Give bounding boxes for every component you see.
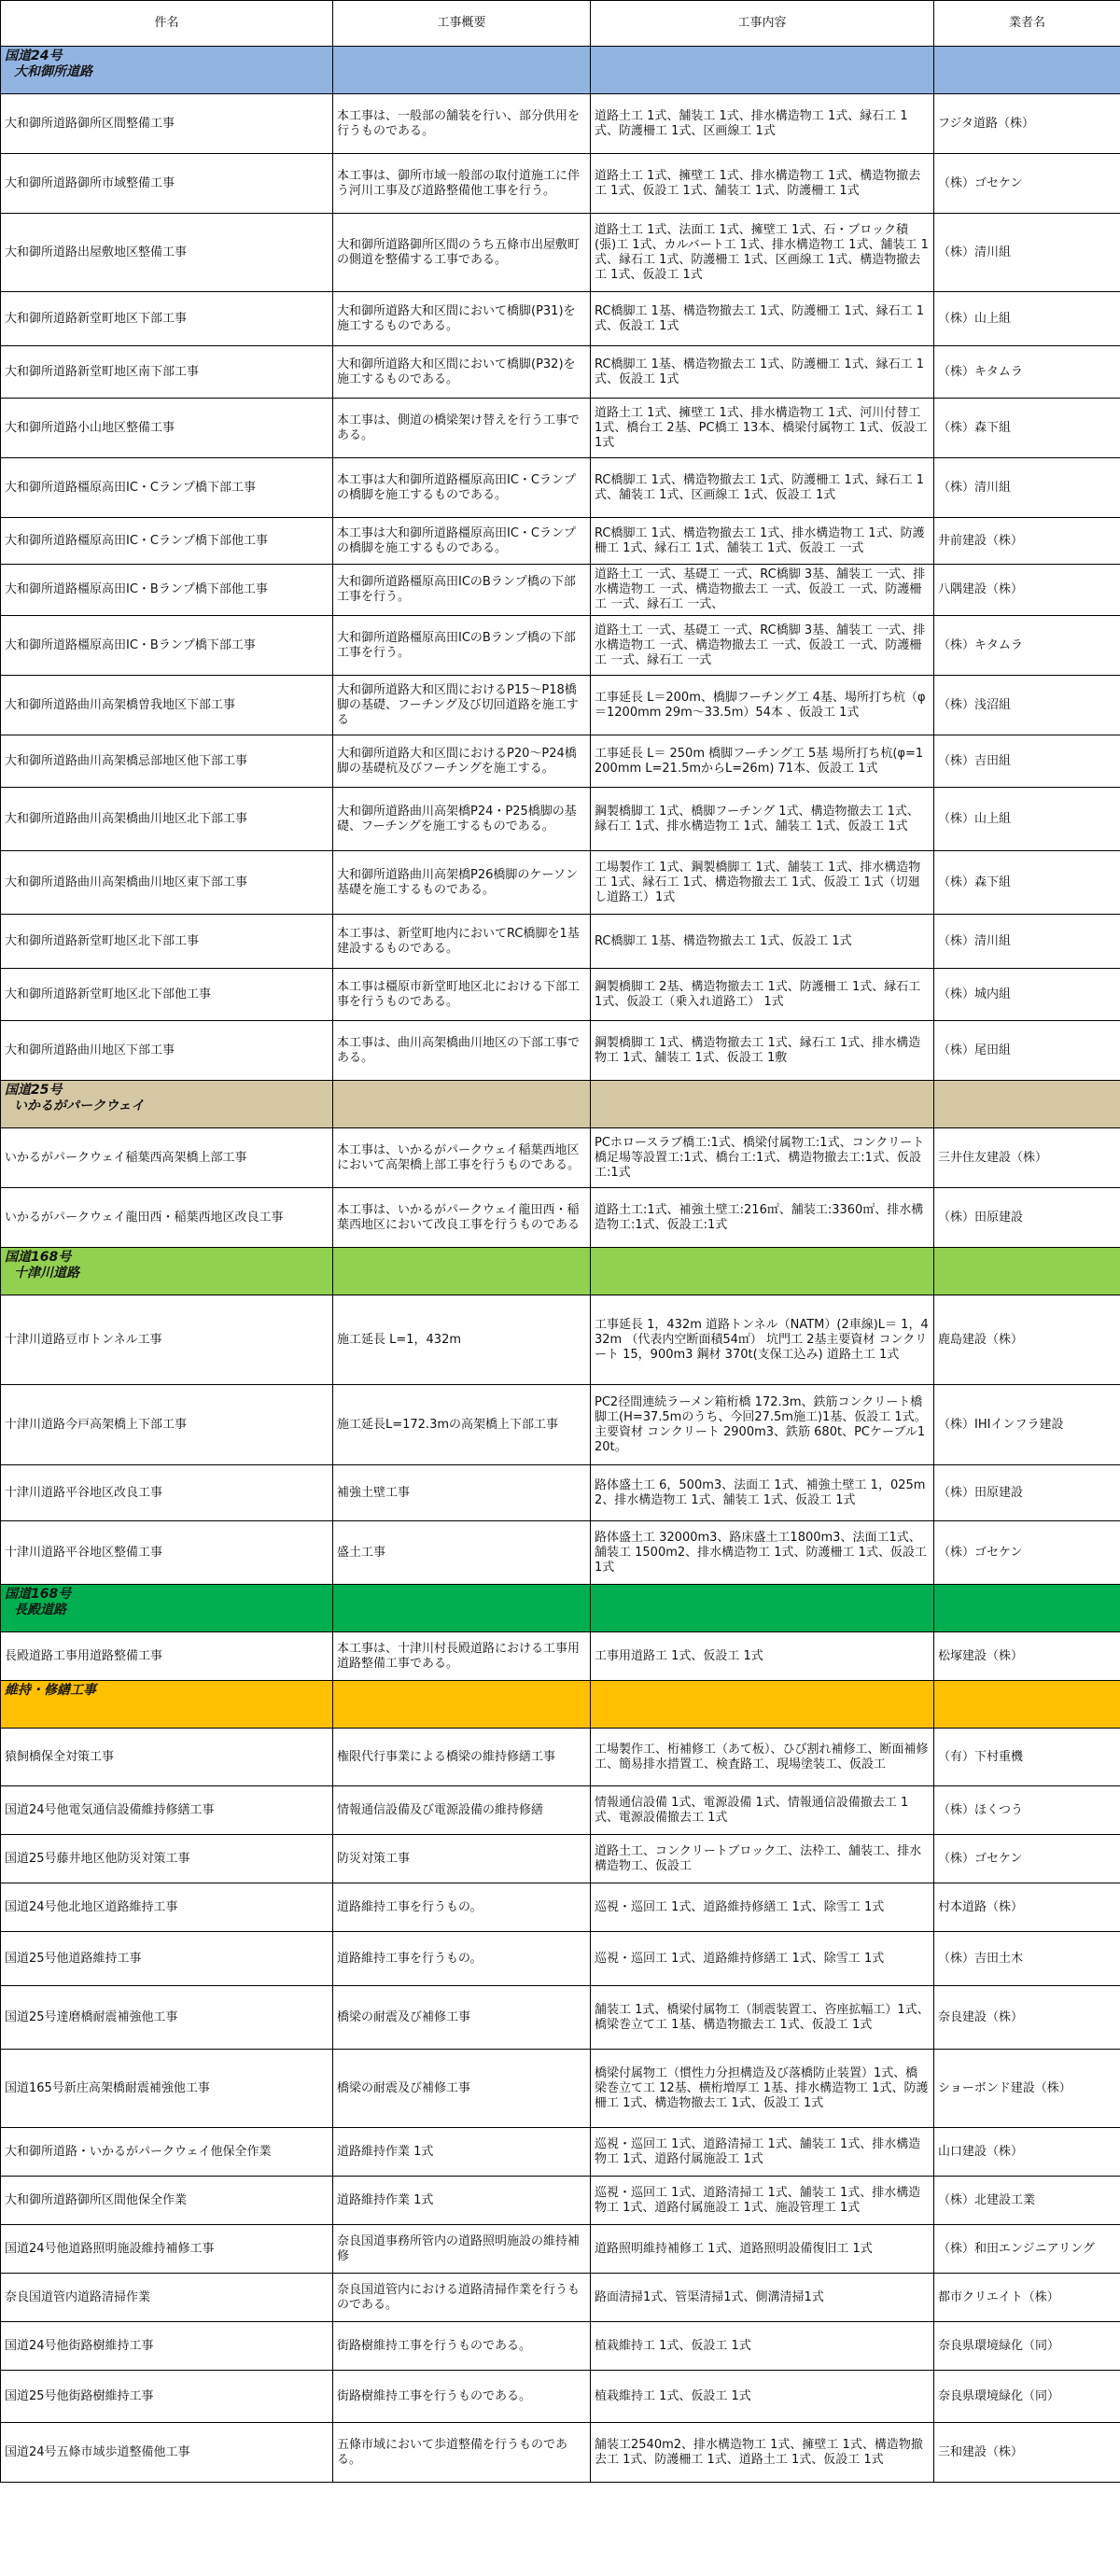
section-empty-cell: [333, 1248, 591, 1295]
contractor-cell: （株）清川組: [934, 458, 1120, 518]
summary-cell: 街路樹維持工事を行うものである。: [333, 2371, 591, 2423]
section-empty-cell: [934, 1248, 1120, 1295]
project-name-cell: 大和御所道路新堂町地区下部工事: [1, 292, 333, 346]
contractor-cell: （株）キタムラ: [934, 616, 1120, 676]
summary-cell: 施工延長L=172.3mの高架橋上下部工事: [333, 1385, 591, 1465]
project-name-cell: いかるがパークウェイ龍田西・稲葉西地区改良工事: [1, 1188, 333, 1248]
table-row: [1, 2128, 1120, 2177]
project-name-cell: 大和御所道路新堂町地区北下部工事: [1, 915, 333, 969]
summary-cell: 情報通信設備及び電源設備の維持修繕: [333, 1786, 591, 1835]
content-cell: 路体盛土工 6，500m3、法面工 1式、補強土壁工 1，025m2、排水構造物工 1式、舗装工 1式、仮設工 1式: [591, 1465, 934, 1521]
content-cell: 道路照明維持補修工 1式、道路照明設備復旧工 1式: [591, 2225, 934, 2274]
summary-cell: 本工事は、曲川高架橋曲川地区の下部工事である。: [333, 1021, 591, 1081]
table-row: [1, 969, 1120, 1021]
section-title-route: 維持・修繕工事: [5, 1683, 96, 1698]
summary-cell: 本工事は、いかるがパークウェイ龍田西・稲葉西地区において改良工事を行うものである: [333, 1188, 591, 1248]
content-cell: 工場製作工 1式、鋼製橋脚工 1式、舗装工 1式、排水構造物工 1式、縁石工 1式、構造物撤去工 1式、仮設工 1式（切廻し道路工）1式: [591, 851, 934, 915]
section-empty-cell: [591, 1081, 934, 1128]
content-cell: 橋梁付属物工（慣性力分担構造及び落橋防止装置）1式、橋梁巻立て工 12基、横桁増厚工 1基、排水構造物工 1式、防護柵工 1式、構造物撤去工 1式、仮設工 1式: [591, 2050, 934, 2128]
section-title-road: 十津川道路: [14, 1266, 79, 1281]
project-name-cell: 大和御所道路曲川高架橋曽我地区下部工事: [1, 676, 333, 735]
project-name-cell: 大和御所道路曲川地区下部工事: [1, 1021, 333, 1081]
project-name-cell: 大和御所道路曲川高架橋曲川地区北下部工事: [1, 788, 333, 851]
content-cell: 工場製作工、桁補修工（あて板）、ひび割れ補修工、断面補修工、簡易排水措置工、検査路工、現場塗装工、仮設工: [591, 1729, 934, 1786]
content-cell: 鋼製橋脚工 1式、橋脚フーチング 1式、構造物撤去工 1式、縁石工 1式、排水構造物工 1式、舗装工 1式、仮設工 1式: [591, 788, 934, 851]
contractor-cell: 都市クリエイト（株）: [934, 2274, 1120, 2322]
project-name-cell: いかるがパークウェイ稲葉西高架橋上部工事: [1, 1128, 333, 1188]
project-name-cell: 大和御所道路橿原高田IC・Cランプ橋下部他工事: [1, 518, 333, 565]
contractor-cell: （株）吉田土木: [934, 1932, 1120, 1986]
contractor-cell: （株）城内組: [934, 969, 1120, 1021]
content-cell: 工事用道路工 1式、仮設工 1式: [591, 1632, 934, 1681]
content-cell: 巡視・巡回工 1式、道路維持修繕工 1式、除雪工 1式: [591, 1932, 934, 1986]
summary-cell: 道路維持工事を行うもの。: [333, 1932, 591, 1986]
table-row: [1, 676, 1120, 735]
header-row: [1, 1, 1120, 47]
contractor-cell: （株）清川組: [934, 214, 1120, 292]
contractor-cell: 八隅建設（株）: [934, 565, 1120, 616]
content-cell: 植栽維持工 1式、仮設工 1式: [591, 2371, 934, 2423]
project-name-cell: 大和御所道路・いかるがパークウェイ他保全作業: [1, 2128, 333, 2177]
section-title: [1, 1081, 333, 1128]
content-cell: 工事延長 L＝200m、橋脚フーチング工 4基、場所打ち杭（φ＝1200mm 29m～33.5m）54本 、仮設工 1式: [591, 676, 934, 735]
contractor-cell: （株）ゴセケン: [934, 1521, 1120, 1585]
project-name-cell: 猿飼橋保全対策工事: [1, 1729, 333, 1786]
contractor-cell: 松塚建設（株）: [934, 1632, 1120, 1681]
content-cell: 路面清掃1式、管渠清掃1式、側溝清掃1式: [591, 2274, 934, 2322]
table-row: [1, 518, 1120, 565]
project-name-cell: 大和御所道路御所市域整備工事: [1, 154, 333, 214]
header-content: 工事内容: [591, 1, 934, 47]
summary-cell: 道路維持工事を行うもの。: [333, 1883, 591, 1932]
contractor-cell: 山口建設（株）: [934, 2128, 1120, 2177]
content-cell: RC橋脚工 1基、構造物撤去工 1式、防護柵工 1式、縁石工 1式、仮設工 1式: [591, 292, 934, 346]
section-title: [1, 1585, 333, 1632]
project-name-cell: 国道24号他電気通信設備維持修繕工事: [1, 1786, 333, 1835]
project-name-cell: 大和御所道路橿原高田IC・Cランプ橋下部工事: [1, 458, 333, 518]
contractor-cell: （株）尾田組: [934, 1021, 1120, 1081]
content-cell: 道路土工:1式、補強土壁工:216㎡、舗装工:3360㎡、排水構造物工:1式、仮設工:1式: [591, 1188, 934, 1248]
summary-cell: 本工事は、側道の橋梁架け替えを行う工事である。: [333, 399, 591, 458]
table-row: [1, 346, 1120, 399]
table-row: [1, 2177, 1120, 2225]
content-cell: RC橋脚工 1式、構造物撤去工 1式、防護柵工 1式、縁石工 1式、舗装工 1式、区画線工 1式、仮設工 1式: [591, 458, 934, 518]
content-cell: 道路土工 1式、法面工 1式、擁壁工 1式、石・ブロック積(張)工 1式、カルバート工 1式、排水構造物工 1式、舗装工 1式、縁石工 1式、防護柵工 1式、区画線工 1式、構造物撤去工 1式、仮設工 1式: [591, 214, 934, 292]
summary-cell: 本工事は、いかるがパークウェイ稲葉西地区において高架橋上部工事を行うものである。: [333, 1128, 591, 1188]
table-row: [1, 2050, 1120, 2128]
contractor-cell: （株）IHIインフラ建設: [934, 1385, 1120, 1465]
contractor-cell: （株）山上組: [934, 788, 1120, 851]
contractor-cell: （株）ゴセケン: [934, 154, 1120, 214]
table-row: [1, 1729, 1120, 1786]
content-cell: PC2径間連続ラーメン箱桁橋 172.3m、鉄筋コンクリート橋脚工(H=37.5mのうち、今回27.5m施工)1基、仮設工 1式。主要資材 コンクリート 2900m3、鉄筋 680t、PCケーブル120t。: [591, 1385, 934, 1465]
header-name: 件名: [1, 1, 333, 47]
summary-cell: 本工事は大和御所道路橿原高田IC・Cランプの橋脚を施工するものである。: [333, 518, 591, 565]
contractor-cell: 奈良県環境緑化（同）: [934, 2322, 1120, 2371]
summary-cell: 権限代行事業による橋梁の維持修繕工事: [333, 1729, 591, 1786]
table-row: [1, 94, 1120, 154]
table-row: [1, 565, 1120, 616]
project-name-cell: 十津川道路平谷地区改良工事: [1, 1465, 333, 1521]
table-row: [1, 2322, 1120, 2371]
project-name-cell: 大和御所道路橿原高田IC・Bランプ橋下部工事: [1, 616, 333, 676]
project-name-cell: 十津川道路平谷地区整備工事: [1, 1521, 333, 1585]
summary-cell: 五條市域において歩道整備を行うものである。: [333, 2423, 591, 2483]
project-name-cell: 国道24号他街路樹維持工事: [1, 2322, 333, 2371]
section-title-road: 長殿道路: [14, 1603, 66, 1617]
table-row: [1, 1835, 1120, 1883]
table-row: [1, 915, 1120, 969]
project-name-cell: 大和御所道路御所区間整備工事: [1, 94, 333, 154]
section-empty-cell: [333, 47, 591, 94]
contractor-cell: （株）北建設工業: [934, 2177, 1120, 2225]
section-title: [1, 47, 333, 94]
project-name-cell: 大和御所道路御所区間他保全作業: [1, 2177, 333, 2225]
summary-cell: 盛土工事: [333, 1521, 591, 1585]
table-row: [1, 214, 1120, 292]
table-row: [1, 1883, 1120, 1932]
content-cell: 工事延長 1，432m 道路トンネル（NATM）(2車線)L＝ 1，432m （代表内空断面積54㎡） 坑門工 2基主要資材 コンクリート 15，900m3 鋼材 370t(支保工込み) 道路土工 1式: [591, 1295, 934, 1385]
section-header-row: [1, 47, 1120, 94]
content-cell: 巡視・巡回工 1式、道路清掃工 1式、舗装工 1式、排水構造物工 1式、道路付属施設工 1式: [591, 2128, 934, 2177]
summary-cell: 道路維持作業 1式: [333, 2128, 591, 2177]
contractor-cell: 村本道路（株）: [934, 1883, 1120, 1932]
table-row: [1, 616, 1120, 676]
table-row: [1, 788, 1120, 851]
section-empty-cell: [333, 1081, 591, 1128]
project-name-cell: 奈良国道管内道路清掃作業: [1, 2274, 333, 2322]
content-cell: 巡視・巡回工 1式、道路維持修繕工 1式、除雪工 1式: [591, 1883, 934, 1932]
section-title-route: 国道24号: [5, 49, 63, 63]
contractor-cell: フジタ道路（株）: [934, 94, 1120, 154]
summary-cell: 道路維持作業 1式: [333, 2177, 591, 2225]
section-header-row: [1, 1248, 1120, 1295]
summary-cell: 防災対策工事: [333, 1835, 591, 1883]
summary-cell: 奈良国道管内における道路清掃作業を行うものである。: [333, 2274, 591, 2322]
project-name-cell: 国道25号他道路維持工事: [1, 1932, 333, 1986]
table-row: [1, 2274, 1120, 2322]
table-row: [1, 1465, 1120, 1521]
content-cell: PCホロースラブ橋工:1式、橋梁付属物工:1式、コンクリート橋足場等設置工:1式、橋台工:1式、構造物撤去工:1式、仮設工:1式: [591, 1128, 934, 1188]
content-cell: 道路土工 一式、基礎工 一式、RC橋脚 3基、舗装工 一式、排水構造物工 一式、構造物撤去工 一式、仮設工 一式、防護柵工 一式、縁石工 一式: [591, 616, 934, 676]
table-row: [1, 1385, 1120, 1465]
project-name-cell: 大和御所道路曲川高架橋忌部地区他下部工事: [1, 735, 333, 788]
table-row: [1, 1521, 1120, 1585]
contractor-cell: 奈良建設（株）: [934, 1986, 1120, 2050]
contractor-cell: 奈良県環境緑化（同）: [934, 2371, 1120, 2423]
table-row: [1, 851, 1120, 915]
table-row: [1, 2423, 1120, 2483]
project-name-cell: 国道24号他道路照明施設維持補修工事: [1, 2225, 333, 2274]
project-name-cell: 長殿道路工事用道路整備工事: [1, 1632, 333, 1681]
project-name-cell: 国道24号五條市域歩道整備他工事: [1, 2423, 333, 2483]
table-row: [1, 1986, 1120, 2050]
table-row: [1, 1632, 1120, 1681]
contractor-cell: （株）ゴセケン: [934, 1835, 1120, 1883]
contractor-cell: （株）キタムラ: [934, 346, 1120, 399]
section-header-row: [1, 1585, 1120, 1632]
table-row: [1, 1786, 1120, 1835]
contractor-cell: ショーボンド建設（株）: [934, 2050, 1120, 2128]
project-name-cell: 国道25号他街路樹維持工事: [1, 2371, 333, 2423]
summary-cell: 補強土壁工事: [333, 1465, 591, 1521]
project-name-cell: 十津川道路豆市トンネル工事: [1, 1295, 333, 1385]
section-empty-cell: [591, 1585, 934, 1632]
table-row: [1, 735, 1120, 788]
project-name-cell: 大和御所道路新堂町地区南下部工事: [1, 346, 333, 399]
summary-cell: 本工事は橿原市新堂町地区北における下部工事を行うものである。: [333, 969, 591, 1021]
summary-cell: 施工延長 L=1，432m: [333, 1295, 591, 1385]
summary-cell: 本工事は、新堂町地内においてRC橋脚を1基建設するものである。: [333, 915, 591, 969]
content-cell: 鋼製橋脚工 2基、構造物撤去工 1式、防護柵工 1式、縁石工 1式、仮設工（乗入れ道路工） 1式: [591, 969, 934, 1021]
contractor-cell: （株）浅沼組: [934, 676, 1120, 735]
project-name-cell: 十津川道路今戸高架橋上下部工事: [1, 1385, 333, 1465]
content-cell: 巡視・巡回工 1式、道路清掃工 1式、舗装工 1式、排水構造物工 1式、道路付属施設工 1式、施設管理工 1式: [591, 2177, 934, 2225]
contractor-cell: （株）ほくつう: [934, 1786, 1120, 1835]
section-empty-cell: [934, 47, 1120, 94]
summary-cell: 大和御所道路大和区間において橋脚(P31)を施工するものである。: [333, 292, 591, 346]
table-row: [1, 2371, 1120, 2423]
section-empty-cell: [591, 1681, 934, 1729]
table-row: [1, 458, 1120, 518]
contractor-cell: 井前建設（株）: [934, 518, 1120, 565]
table-row: [1, 1188, 1120, 1248]
summary-cell: 大和御所道路御所区間のうち五條市出屋敷町の側道を整備する工事である。: [333, 214, 591, 292]
contractor-cell: （株）山上組: [934, 292, 1120, 346]
summary-cell: 大和御所道路橿原高田ICのBランプ橋の下部工事を行う。: [333, 616, 591, 676]
summary-cell: 橋梁の耐震及び補修工事: [333, 2050, 591, 2128]
contractor-cell: （株）吉田組: [934, 735, 1120, 788]
table-row: [1, 1932, 1120, 1986]
summary-cell: 本工事は、一般部の舗装を行い、部分供用を行うものである。: [333, 94, 591, 154]
summary-cell: 本工事は、御所市域一般部の取付道施工に伴う河川工事及び道路整備他工事を行う。: [333, 154, 591, 214]
section-empty-cell: [591, 1248, 934, 1295]
summary-cell: 奈良国道事務所管内の道路照明施設の維持補修: [333, 2225, 591, 2274]
project-name-cell: 国道24号他北地区道路維持工事: [1, 1883, 333, 1932]
table-row: [1, 1128, 1120, 1188]
summary-cell: 大和御所道路大和区間におけるP15～P18橋脚の基礎、フーチング及び切回道路を施工する: [333, 676, 591, 735]
contractor-cell: （株）和田エンジニアリング: [934, 2225, 1120, 2274]
table-row: [1, 1295, 1120, 1385]
project-name-cell: 大和御所道路橿原高田IC・Bランプ橋下部他工事: [1, 565, 333, 616]
contractor-cell: 鹿島建設（株）: [934, 1295, 1120, 1385]
contractor-cell: 三和建設（株）: [934, 2423, 1120, 2483]
section-title-route: 国道168号: [5, 1587, 72, 1602]
project-name-cell: 国道25号藤井地区他防災対策工事: [1, 1835, 333, 1883]
content-cell: 舗装工2540m2、排水構造物工 1式、擁壁工 1式、構造物撤去工 1式、防護柵工 1式、道路土工 1式、仮設工 1式: [591, 2423, 934, 2483]
content-cell: 道路土工 1式、擁壁工 1式、排水構造物工 1式、河川付替工 1式、橋台工 2基、PC橋工 13本、橋梁付属物工 1式、仮設工 1式: [591, 399, 934, 458]
project-name-cell: 国道165号新庄高架橋耐震補強他工事: [1, 2050, 333, 2128]
section-title-route: 国道25号: [5, 1083, 63, 1098]
section-title-road: いかるがパークウェイ: [14, 1099, 145, 1113]
content-cell: RC橋脚工 1式、構造物撤去工 1式、排水構造物工 1式、防護柵工 1式、縁石工 1式、舗装工 1式、仮設工 一式: [591, 518, 934, 565]
summary-cell: 大和御所道路曲川高架橋P24・P25橋脚の基礎、フーチングを施工するものである。: [333, 788, 591, 851]
section-title: [1, 1681, 333, 1729]
section-empty-cell: [591, 47, 934, 94]
contractor-cell: （株）森下組: [934, 851, 1120, 915]
project-name-cell: 大和御所道路出屋敷地区整備工事: [1, 214, 333, 292]
section-empty-cell: [934, 1585, 1120, 1632]
content-cell: 道路土工 1式、擁壁工 1式、排水構造物工 1式、構造物撤去工 1式、仮設工 1式、舗装工 1式、防護柵工 1式: [591, 154, 934, 214]
content-cell: 道路土工 1式、舗装工 1式、排水構造物工 1式、縁石工 1式、防護柵工 1式、区画線工 1式: [591, 94, 934, 154]
section-title: [1, 1248, 333, 1295]
header-contractor: 業者名: [934, 1, 1120, 47]
contractor-cell: （株）森下組: [934, 399, 1120, 458]
contractor-cell: （株）田原建設: [934, 1465, 1120, 1521]
content-cell: 情報通信設備 1式、電源設備 1式、情報通信設備撤去工 1式、電源設備撤去工 1式: [591, 1786, 934, 1835]
content-cell: 道路土工、コンクリートブロック工、法枠工、舗装工、排水構造物工、仮設工: [591, 1835, 934, 1883]
table-row: [1, 292, 1120, 346]
section-empty-cell: [934, 1681, 1120, 1729]
contractor-cell: （株）田原建設: [934, 1188, 1120, 1248]
summary-cell: 大和御所道路大和区間において橋脚(P32)を施工するものである。: [333, 346, 591, 399]
summary-cell: 大和御所道路曲川高架橋P26橋脚のケーソン基礎を施工するものである。: [333, 851, 591, 915]
content-cell: 鋼製橋脚工 1式、構造物撤去工 1式、縁石工 1式、排水構造物工 1式、舗装工 1式、仮設工 1敷: [591, 1021, 934, 1081]
project-name-cell: 大和御所道路小山地区整備工事: [1, 399, 333, 458]
section-header-row: [1, 1081, 1120, 1128]
table-row: [1, 2225, 1120, 2274]
content-cell: 舗装工 1式、橋梁付属物工（制震装置工、咨座拡幅工）1式、橋梁巻立て工 1基、構造物撤去工 1式、仮設工 1式: [591, 1986, 934, 2050]
header-summary: 工事概要: [333, 1, 591, 47]
summary-cell: 橋梁の耐震及び補修工事: [333, 1986, 591, 2050]
content-cell: RC橋脚工 1基、構造物撤去工 1式、仮設工 1式: [591, 915, 934, 969]
section-header-row: [1, 1681, 1120, 1729]
contractor-cell: （有）下村重機: [934, 1729, 1120, 1786]
project-name-cell: 大和御所道路曲川高架橋曲川地区東下部工事: [1, 851, 333, 915]
summary-cell: 本工事は大和御所道路橿原高田IC・Cランプの橋脚を施工するものである。: [333, 458, 591, 518]
contractor-cell: 三井住友建設（株）: [934, 1128, 1120, 1188]
contractor-cell: （株）清川組: [934, 915, 1120, 969]
section-empty-cell: [333, 1585, 591, 1632]
summary-cell: 大和御所道路大和区間におけるP20～P24橋脚の基礎杭及びフーチングを施工する。: [333, 735, 591, 788]
table-row: [1, 399, 1120, 458]
summary-cell: 本工事は、十津川村長殿道路における工事用道路整備工事である。: [333, 1632, 591, 1681]
works-body: [1, 47, 1120, 2483]
table-row: [1, 154, 1120, 214]
section-empty-cell: [333, 1681, 591, 1729]
table-row: [1, 1021, 1120, 1081]
content-cell: 植栽維持工 1式、仮設工 1式: [591, 2322, 934, 2371]
section-empty-cell: [934, 1081, 1120, 1128]
content-cell: 路体盛土工 32000m3、路床盛土工1800m3、法面工1式、舗装工 1500m2、排水構造物工 1式、防護柵工 1式、仮設工 1式: [591, 1521, 934, 1585]
project-name-cell: 大和御所道路新堂町地区北下部他工事: [1, 969, 333, 1021]
content-cell: RC橋脚工 1基、構造物撤去工 1式、防護柵工 1式、縁石工 1式、仮設工 1式: [591, 346, 934, 399]
section-title-route: 国道168号: [5, 1250, 72, 1265]
summary-cell: 街路樹維持工事を行うものである。: [333, 2322, 591, 2371]
summary-cell: 大和御所道路橿原高田ICのBランプ橋の下部工事を行う。: [333, 565, 591, 616]
project-name-cell: 国道25号達磨橋耐震補強他工事: [1, 1986, 333, 2050]
section-title-road: 大和御所道路: [14, 64, 92, 79]
content-cell: 工事延長 L＝ 250m 橋脚フーチング工 5基 場所打ち杭(φ=1200mm L=21.5mからL=26m) 71本、仮設工 1式: [591, 735, 934, 788]
content-cell: 道路土工 一式、基礎工 一式、RC橋脚 3基、舗装工 一式、排水構造物工 一式、構造物撤去工 一式、仮設工 一式、防護柵工 一式、縁石工 一式、: [591, 565, 934, 616]
